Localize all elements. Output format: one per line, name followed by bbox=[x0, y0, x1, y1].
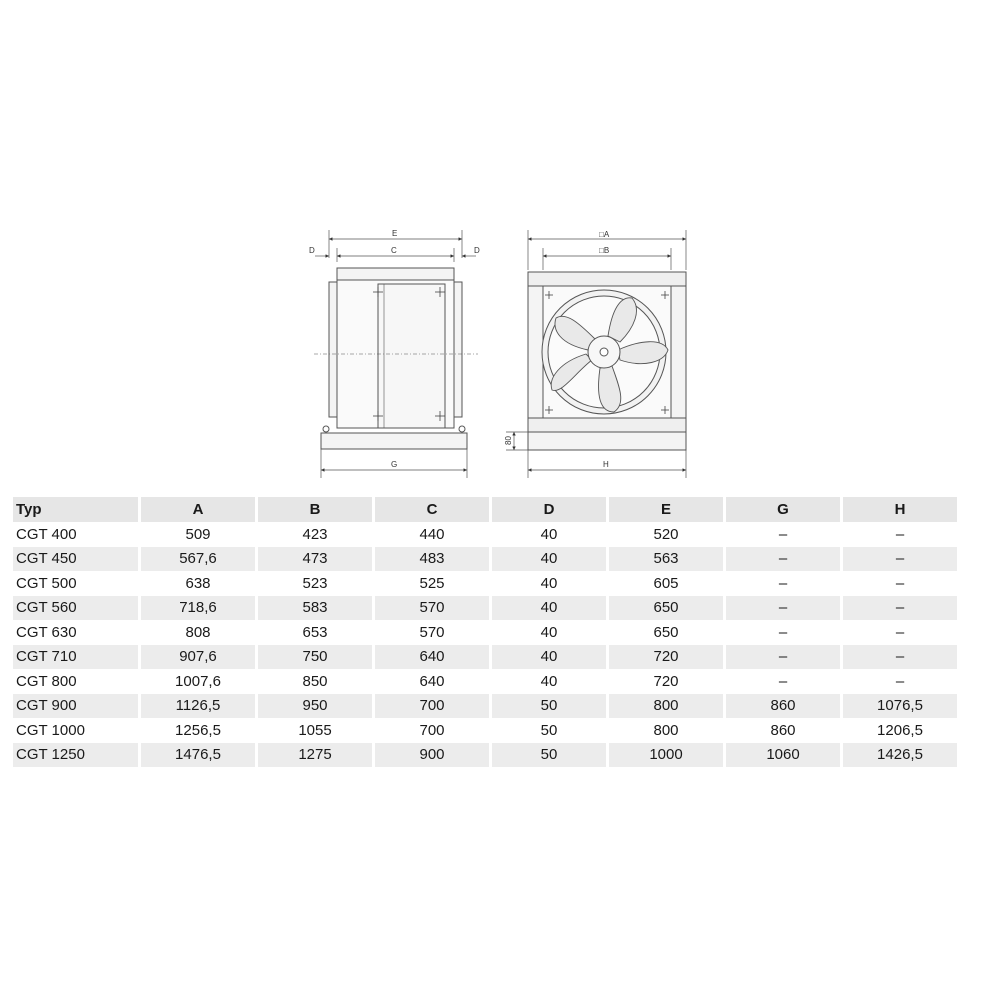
cell-g: – bbox=[726, 547, 840, 572]
header-e: E bbox=[609, 497, 723, 522]
cell-a: 718,6 bbox=[141, 596, 255, 621]
cell-h: – bbox=[895, 672, 905, 690]
cell-typ: CGT 1000 bbox=[16, 721, 85, 739]
cell-h: – bbox=[895, 525, 905, 543]
cell-g: – bbox=[778, 525, 788, 543]
cell-c: 483 bbox=[375, 547, 489, 572]
cell-c: 525 bbox=[419, 574, 445, 592]
header-d: D bbox=[492, 497, 606, 522]
cell-c: 900 bbox=[375, 743, 489, 768]
cell-typ: CGT 900 bbox=[13, 694, 138, 719]
cell-d: 50 bbox=[492, 743, 606, 768]
cell-e: 800 bbox=[609, 694, 723, 719]
cell-h: 1206,5 bbox=[877, 721, 923, 739]
header-g: G bbox=[726, 497, 840, 522]
table-row bbox=[13, 669, 957, 694]
cell-a: 1256,5 bbox=[175, 721, 221, 739]
cell-h: – bbox=[895, 574, 905, 592]
dim-c-label: C bbox=[391, 246, 397, 255]
cell-c: 700 bbox=[419, 721, 445, 739]
dim-d-right-label: D bbox=[474, 246, 480, 255]
cell-b: 950 bbox=[258, 694, 372, 719]
cell-e: 1000 bbox=[609, 743, 723, 768]
table-row bbox=[13, 547, 957, 572]
technical-drawing bbox=[0, 0, 1000, 490]
dim-g-label: G bbox=[391, 460, 398, 469]
dim-e-label: E bbox=[392, 229, 398, 238]
cell-c: 700 bbox=[375, 694, 489, 719]
header-typ: Typ bbox=[13, 497, 138, 522]
cell-h: – bbox=[895, 623, 905, 641]
cell-b: 1055 bbox=[298, 721, 332, 739]
dim-a-label: □A bbox=[599, 230, 610, 239]
cell-b: 523 bbox=[302, 574, 328, 592]
table-row bbox=[13, 743, 957, 768]
cell-e: 563 bbox=[609, 547, 723, 572]
cell-c: 440 bbox=[419, 525, 445, 543]
cell-a: 907,6 bbox=[141, 645, 255, 670]
cell-a: 638 bbox=[185, 574, 211, 592]
table-row bbox=[13, 522, 957, 547]
cell-d: 40 bbox=[492, 596, 606, 621]
side-view bbox=[314, 230, 478, 478]
cell-d: 40 bbox=[540, 623, 558, 641]
cell-typ: CGT 800 bbox=[16, 672, 77, 690]
dim-80-label: 80 bbox=[504, 436, 513, 445]
cell-b: 750 bbox=[258, 645, 372, 670]
cell-c: 570 bbox=[375, 596, 489, 621]
cell-c: 640 bbox=[375, 645, 489, 670]
cell-h: – bbox=[843, 645, 957, 670]
cell-b: 473 bbox=[258, 547, 372, 572]
cell-a: 1007,6 bbox=[175, 672, 221, 690]
dimensions-table bbox=[10, 497, 960, 767]
cell-d: 40 bbox=[492, 547, 606, 572]
cell-c: 570 bbox=[419, 623, 445, 641]
dim-b-label: □B bbox=[599, 246, 610, 255]
cell-g: – bbox=[726, 596, 840, 621]
cell-h: 1426,5 bbox=[843, 743, 957, 768]
cell-d: 40 bbox=[540, 672, 558, 690]
table-row bbox=[13, 596, 957, 621]
table-body bbox=[13, 522, 957, 767]
cell-g: 860 bbox=[726, 694, 840, 719]
cell-e: 720 bbox=[609, 645, 723, 670]
header-h: H bbox=[843, 497, 957, 522]
table-row bbox=[13, 645, 957, 670]
dim-h-label: H bbox=[603, 460, 609, 469]
cell-g: – bbox=[726, 645, 840, 670]
cell-e: 605 bbox=[653, 574, 679, 592]
cell-g: – bbox=[778, 672, 788, 690]
cell-e: 650 bbox=[609, 596, 723, 621]
cell-c: 640 bbox=[419, 672, 445, 690]
header-c: C bbox=[375, 497, 489, 522]
table-header-row bbox=[13, 497, 957, 522]
cell-a: 1126,5 bbox=[141, 694, 255, 719]
cell-a: 509 bbox=[185, 525, 211, 543]
cell-typ: CGT 400 bbox=[16, 525, 77, 543]
table-row bbox=[13, 694, 957, 719]
cell-d: 40 bbox=[540, 525, 558, 543]
cell-typ: CGT 630 bbox=[16, 623, 77, 641]
cell-b: 850 bbox=[302, 672, 328, 690]
cell-a: 567,6 bbox=[141, 547, 255, 572]
cell-e: 800 bbox=[653, 721, 679, 739]
cell-e: 520 bbox=[653, 525, 679, 543]
cell-h: 1076,5 bbox=[843, 694, 957, 719]
table-row bbox=[13, 718, 957, 743]
cell-d: 40 bbox=[492, 645, 606, 670]
cell-g: 1060 bbox=[726, 743, 840, 768]
cell-a: 808 bbox=[185, 623, 211, 641]
table-row bbox=[13, 571, 957, 596]
table-row bbox=[13, 620, 957, 645]
cell-h: – bbox=[843, 596, 957, 621]
dim-d-left-label: D bbox=[309, 246, 315, 255]
cell-b: 653 bbox=[302, 623, 328, 641]
cell-b: 583 bbox=[258, 596, 372, 621]
cell-d: 40 bbox=[540, 574, 558, 592]
header-a: A bbox=[141, 497, 255, 522]
cell-typ: CGT 500 bbox=[16, 574, 77, 592]
cell-typ: CGT 1250 bbox=[13, 743, 138, 768]
cell-e: 650 bbox=[653, 623, 679, 641]
cell-d: 50 bbox=[540, 721, 558, 739]
front-view bbox=[506, 230, 686, 478]
cell-typ: CGT 710 bbox=[13, 645, 138, 670]
cell-typ: CGT 560 bbox=[13, 596, 138, 621]
cell-g: – bbox=[778, 623, 788, 641]
cell-g: 860 bbox=[770, 721, 796, 739]
cell-e: 720 bbox=[653, 672, 679, 690]
cell-d: 50 bbox=[492, 694, 606, 719]
cell-a: 1476,5 bbox=[141, 743, 255, 768]
cell-g: – bbox=[778, 574, 788, 592]
cell-typ: CGT 450 bbox=[13, 547, 138, 572]
cell-b: 423 bbox=[302, 525, 328, 543]
header-b: B bbox=[258, 497, 372, 522]
cell-h: – bbox=[843, 547, 957, 572]
cell-b: 1275 bbox=[258, 743, 372, 768]
